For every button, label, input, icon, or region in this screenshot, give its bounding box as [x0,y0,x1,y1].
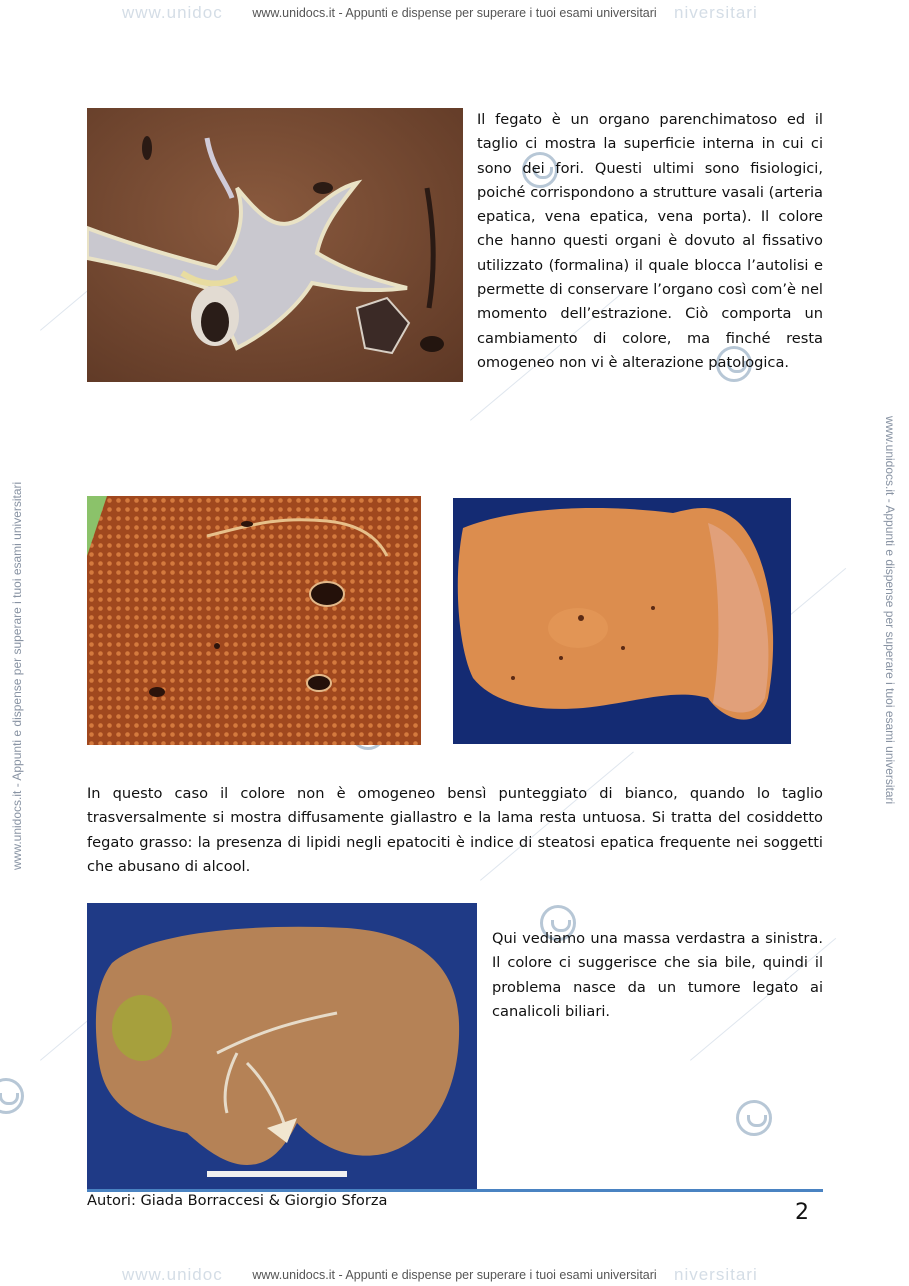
liver-yellow-photo [453,498,791,744]
paragraph-green-mass: Qui vediamo una massa verdastra a sinistra. Il colore ci suggerisce che sia bile, quindi il problema nasce da un tumore legato ai canalicoli biliari. [492,930,823,1020]
footer-authors: Autori: Giada Borraccesi & Giorgio Sforza [87,1192,388,1209]
watermark-ghost-right-bottom: niversitari [674,1265,758,1284]
watermark-footer: www.unidocs.it - Appunti e dispense per superare i tuoi esami universitari [252,1268,657,1282]
watermark-side-right: www.unidocs.it - Appunti e dispense per superare i tuoi esami universitari [883,416,897,805]
watermark-ghost-left-bottom: www.unidoc [122,1265,223,1284]
paragraph-vessels: Il fegato è un organo parenchimatoso ed il taglio ci mostra la superficie interna in cui ci sono dei fori. Questi ultimi sono fisiologici, poiché corrispondono a strutture vasali (arteria epatica, vena epatica, vena porta). Il colore che hanno questi organi è dovuto al fissativo utilizzato (formalina) il quale blocca l’autolisi e permette di conservare l’organo così com’è nel momento dell’estrazione. Ciò comporta un cambiamento di colore, ma finché resta omogeneo non vi è alterazione patologica. [477,111,823,371]
watermark-header: www.unidocs.it - Appunti e dispense per superare i tuoi esami universitari [252,6,657,20]
paragraph-fatty-liver: In questo caso il colore non è omogeneo bensì punteggiato di bianco, quando lo taglio trasversalmente si mostra diffusamente giallastro e la lama resta untuosa. Si tratta del cosiddetto fegato grasso: la presenza di lipidi negli epatociti è indice di steatosi epatica frequente nei soggetti che abusano di alcool. [87,785,823,875]
liver-punctate-photo [87,496,421,745]
page-number: 2 [795,1200,809,1225]
liver-cut-surface-photo [87,108,463,382]
watermark-logo-icon [736,1100,772,1136]
watermark-ghost-right: niversitari [674,3,758,22]
liver-green-mass-photo [87,903,477,1189]
watermark-logo-icon [0,1078,24,1114]
watermark-ghost-left: www.unidoc [122,3,223,22]
watermark-side-left: www.unidocs.it - Appunti e dispense per superare i tuoi esami universitari [10,481,24,870]
